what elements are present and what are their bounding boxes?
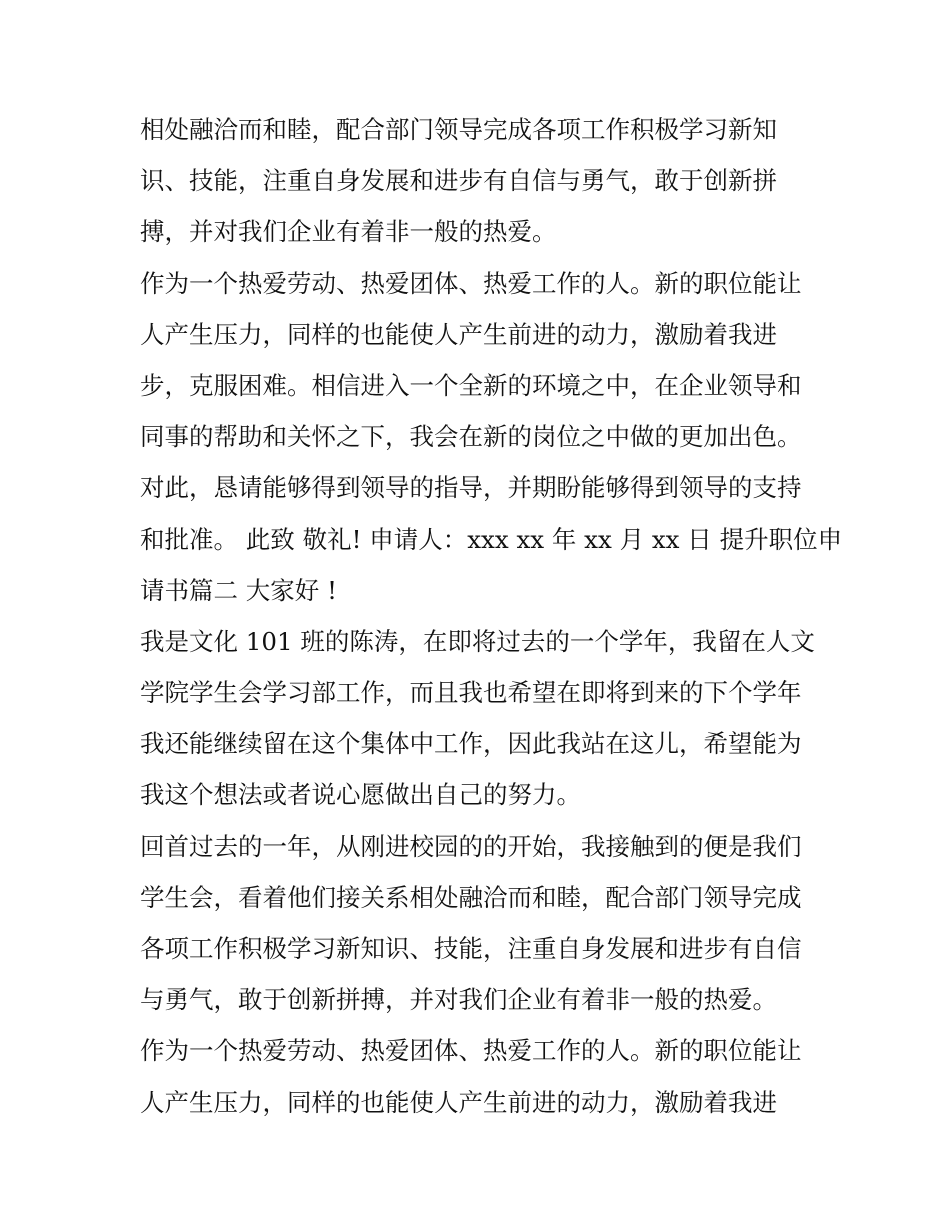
text-line: 各项工作积极学习新知识、技能，注重自身发展和进步有自信 bbox=[140, 934, 802, 963]
text-line: 作为一个热爱劳动、热爱团体、热爱工作的人。新的职位能让 bbox=[140, 268, 802, 298]
text-line: 与勇气，敢于创新拼搏，并对我们企业有着非一般的热爱。 bbox=[140, 985, 777, 1015]
text-line: 人产生压力，同样的也能使人产生前进的动力，激励着我进 bbox=[140, 319, 777, 349]
text-line: 我是文化 101 班的陈涛，在即将过去的一个学年，我留在人文 bbox=[140, 626, 815, 656]
text-line: 作为一个热爱劳动、热爱团体、热爱工作的人。新的职位能让 bbox=[140, 1036, 802, 1066]
text-line: 我这个想法或者说心愿做出自己的努力。 bbox=[140, 780, 581, 810]
text-line: 对此，恳请能够得到领导的指导，并期盼能够得到领导的支持 bbox=[140, 473, 802, 503]
text-line: 同事的帮助和关怀之下，我会在新的岗位之中做的更加出色。 bbox=[140, 422, 802, 452]
text-line: 我还能继续留在这个集体中工作，因此我站在这儿，希望能为 bbox=[140, 729, 802, 759]
text-line: 搏，并对我们企业有着非一般的热爱。 bbox=[140, 217, 557, 247]
text-line: 和批准。 此致 敬礼! 申请人：xxx xx 年 xx 月 xx 日 提升职位申 bbox=[140, 524, 843, 554]
text-line: 回首过去的一年，从刚进校园的的开始，我接触到的便是我们 bbox=[140, 831, 802, 861]
document-body bbox=[140, 104, 843, 1128]
text-line: 人产生压力，同样的也能使人产生前进的动力，激励着我进 bbox=[140, 1087, 777, 1117]
text-line: 相处融洽而和睦，配合部门领导完成各项工作积极学习新知 bbox=[140, 115, 777, 144]
text-line: 学生会，看着他们接关系相处融洽而和睦，配合部门领导完成 bbox=[140, 882, 802, 912]
text-line: 步，克服困难。相信进入一个全新的环境之中，在企业领导和 bbox=[140, 370, 802, 400]
text-line: 识、技能，注重自身发展和进步有自信与勇气，敢于创新拼 bbox=[140, 166, 777, 196]
text-line: 学院学生会学习部工作，而且我也希望在即将到来的下个学年 bbox=[140, 678, 802, 708]
text-line: 请书篇二 大家好 ! bbox=[140, 575, 337, 605]
